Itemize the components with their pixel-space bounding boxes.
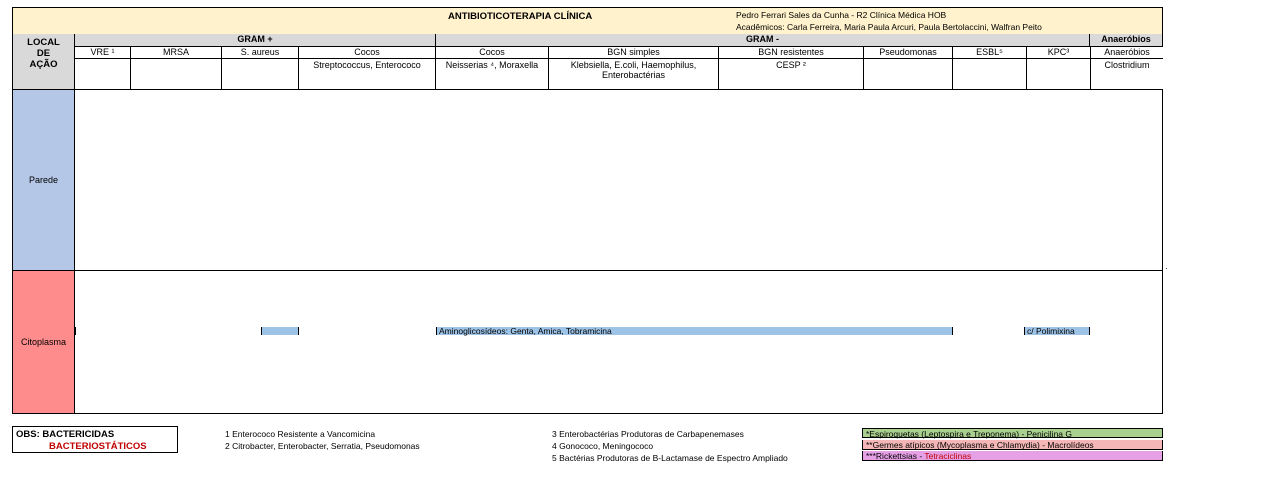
- footnote-2: 2 Citrobacter, Enterobacter, Serratia, Pseudomonas: [225, 441, 420, 451]
- local-line-1: LOCAL: [27, 37, 60, 48]
- subheader-cocos-pos: Cocos: [299, 47, 436, 59]
- row-citoplasma: [13, 271, 75, 413]
- bar-tick-vre: [75, 327, 78, 335]
- local-de-acao-header: [13, 34, 75, 90]
- subheader-bgn-resistentes: BGN resistentes: [719, 47, 864, 59]
- row-divider: [75, 270, 1162, 271]
- legend-rickettsias: [862, 451, 1163, 461]
- footnote-5: 5 Bactérias Produtoras de B-Lactamase de Espectro Ampliado: [552, 453, 788, 463]
- row-citoplasma-label: Citoplasma: [20, 337, 67, 347]
- row-parede: [13, 90, 75, 271]
- examples-anaerobios: Clostridium: [1091, 59, 1163, 90]
- examples-esbl: [953, 59, 1027, 90]
- subheader-anaerobios: Anaeróbios: [1091, 47, 1163, 59]
- subheader-vre: VRE ¹: [75, 47, 131, 59]
- footnote-1: 1 Enterococo Resistente a Vancomicina: [225, 429, 376, 439]
- gram-positive-header: GRAM +: [75, 34, 436, 47]
- subheader-kpc: KPC³: [1027, 47, 1091, 59]
- academics-line: Acadêmicos: Carla Ferreira, Maria Paula Arcuri, Paula Bertolaccini, Walfran Peito: [736, 22, 1042, 32]
- author-line: Pedro Ferrari Sales da Cunha - R2 Clínica Médica HOB: [736, 10, 947, 20]
- subheader-esbl: ESBL⁵: [953, 47, 1027, 59]
- examples-cocos-neg: Neisserias ⁴, Moraxella: [436, 59, 549, 90]
- bar-aminoglicosideos-label: Aminoglicosídeos: Genta, Amica, Tobramicina: [439, 326, 612, 336]
- gram-negative-header: GRAM -: [436, 34, 1090, 47]
- footnote-4: 4 Gonococo, Meningococo: [552, 441, 654, 451]
- subheader-cocos-neg: Cocos: [436, 47, 549, 59]
- local-line-2: DE: [36, 48, 51, 59]
- subheader-mrsa: MRSA: [131, 47, 222, 59]
- legend-rickettsias-drug: Tetraciclinas: [924, 451, 972, 461]
- examples-pseudomonas: [864, 59, 953, 90]
- examples-kpc: [1027, 59, 1091, 90]
- row-parede-label: Parede: [28, 175, 59, 185]
- title-band: [13, 8, 1162, 35]
- obs-box: [12, 426, 178, 453]
- examples-vre: [75, 59, 131, 90]
- legend-atipicos: **Germes atípicos (Mycoplasma e Chlamydia) - Macrolídeos: [862, 440, 1163, 450]
- examples-s-aureus: [222, 59, 299, 90]
- legend-rickettsias-prefix: ***Rickettsias -: [866, 451, 925, 461]
- examples-bgn-simples: Klebsiella, E.coli, Haemophilus, Enterobactérias: [549, 59, 719, 90]
- obs-bactericidas: OBS: BACTERICIDAS: [16, 429, 115, 440]
- obs-bacteriostaticos: BACTERIOSTÁTICOS: [49, 441, 147, 452]
- stray-dot: [1166, 268, 1167, 269]
- local-line-3: AÇÃO: [29, 59, 58, 70]
- anaerobios-group-header: Anaeróbios: [1090, 34, 1162, 47]
- subheader-s-aureus: S. aureus: [222, 47, 299, 59]
- subheader-bgn-simples: BGN simples: [549, 47, 719, 59]
- antibiotic-table: [12, 7, 1163, 414]
- bar-polimixina-label: c/ Polimixina: [1027, 326, 1075, 336]
- examples-mrsa: [131, 59, 222, 90]
- bar-s-aureus: [261, 327, 299, 335]
- bar-aminoglicosideos: [436, 327, 953, 335]
- examples-bgn-resistentes: CESP ²: [719, 59, 864, 90]
- bar-polimixina: [1024, 327, 1090, 335]
- legend-espiroquetas: *Espiroquetas (Leptospira e Treponema) - Penicilina G: [862, 428, 1163, 438]
- sheet-title: ANTIBIOTICOTERAPIA CLÍNICA: [448, 11, 593, 22]
- footnote-3: 3 Enterobactérias Produtoras de Carbapenemases: [552, 429, 744, 439]
- subheader-pseudomonas: Pseudomonas: [864, 47, 953, 59]
- examples-cocos-pos: Streptococcus, Enterococo: [299, 59, 436, 90]
